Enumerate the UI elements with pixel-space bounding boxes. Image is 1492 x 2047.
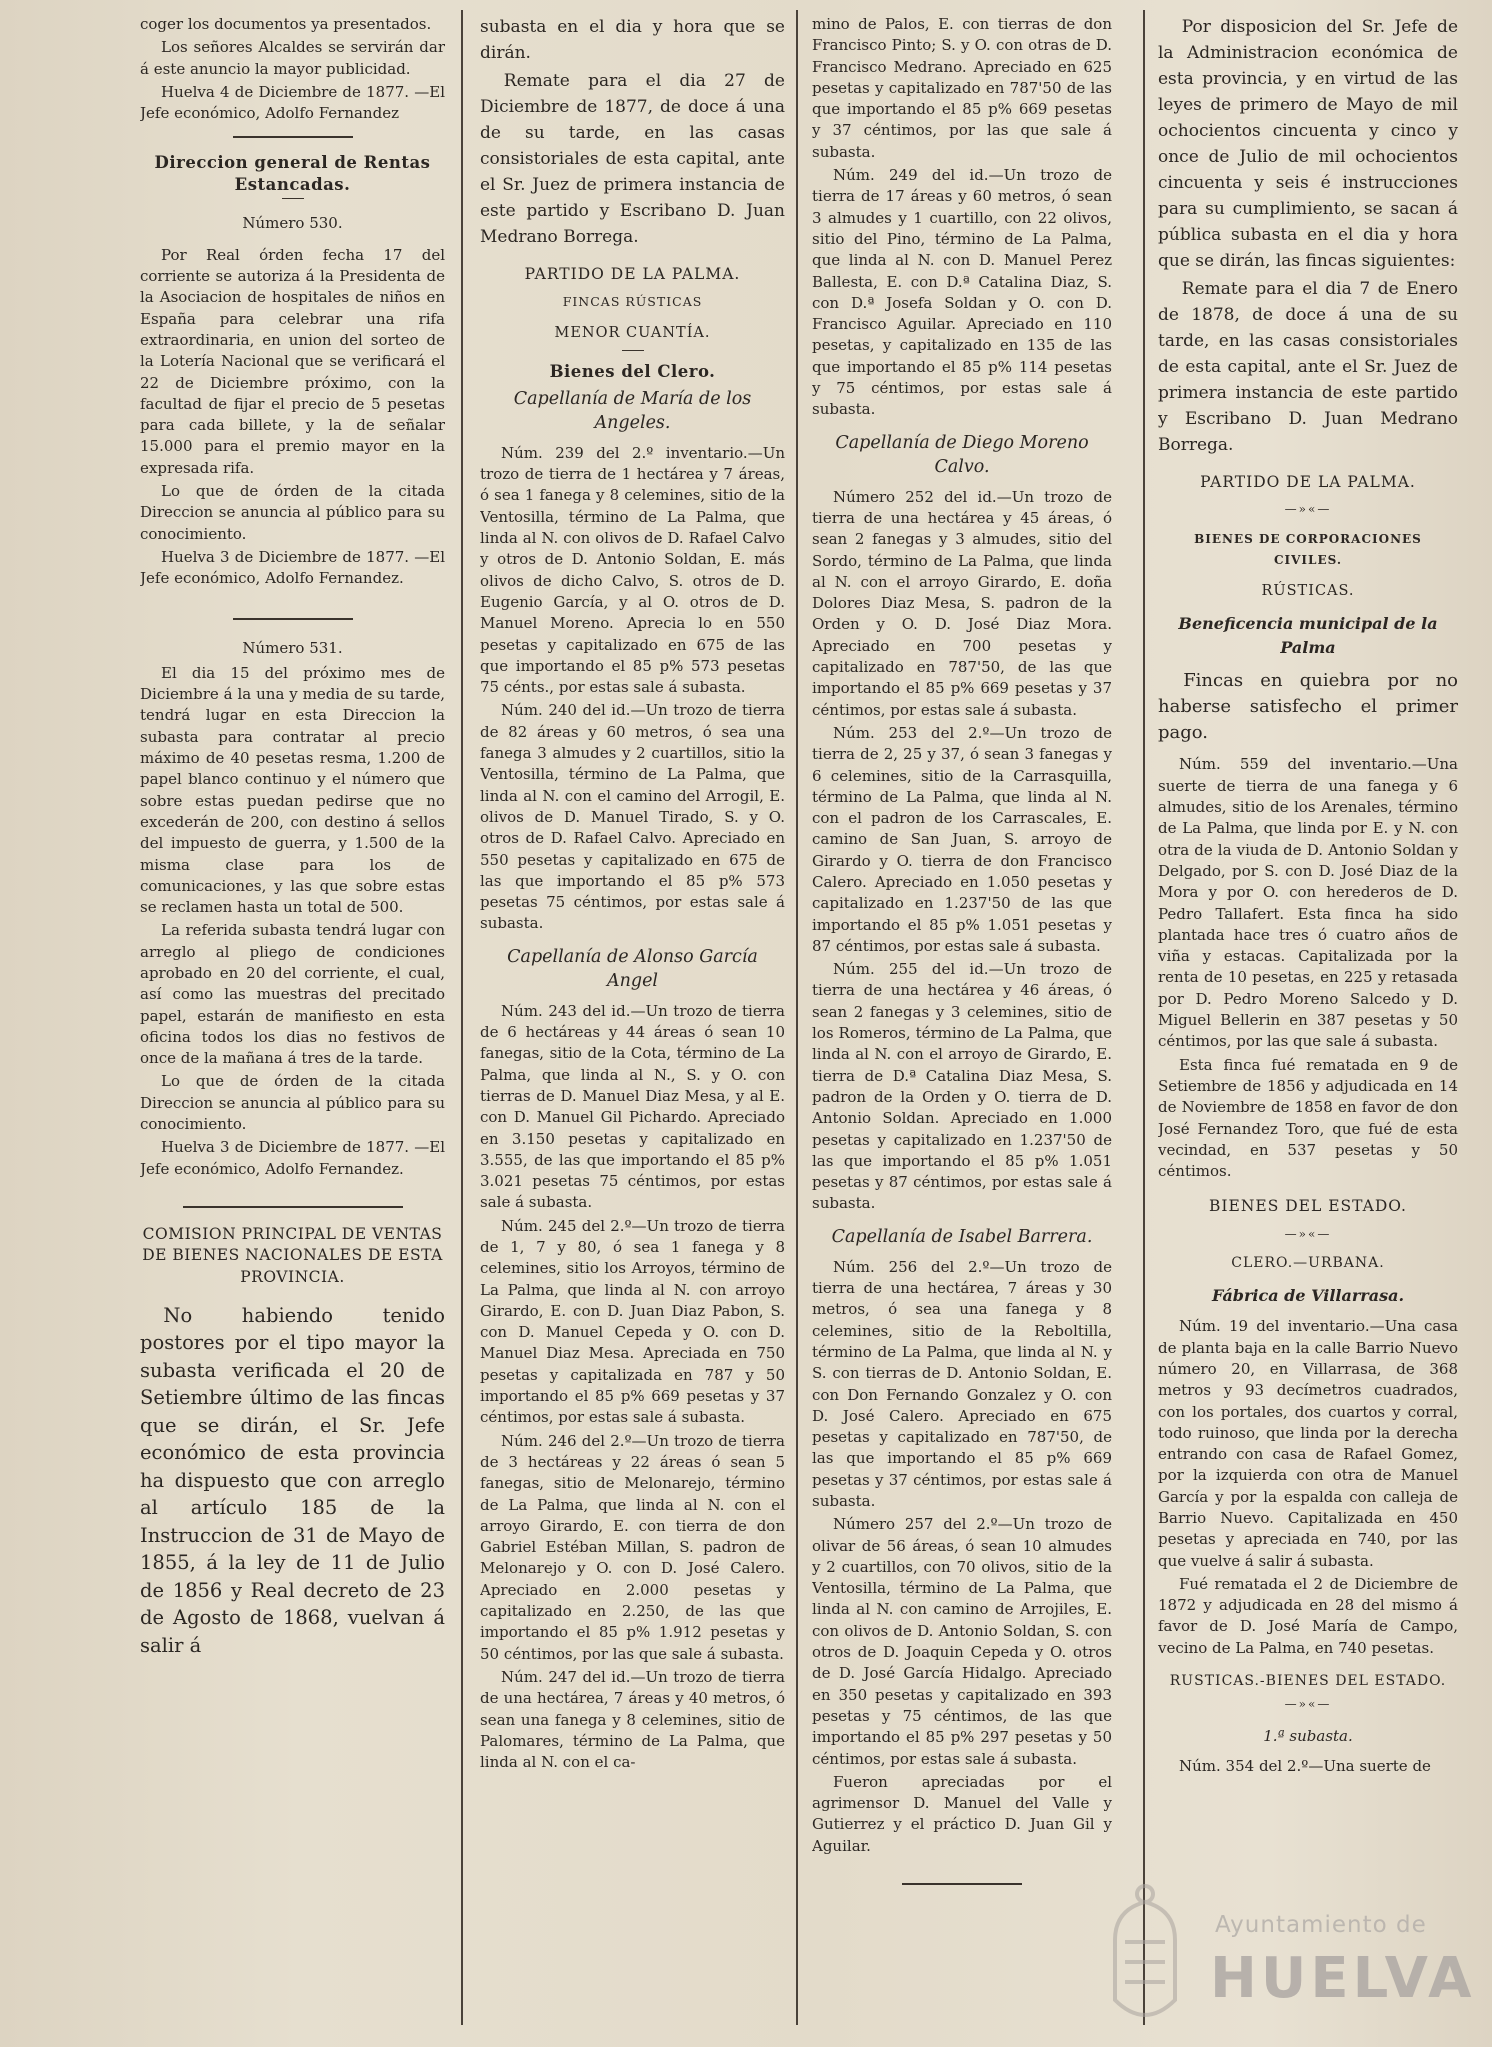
subheading: Fábrica de Villarrasa. — [1211, 1286, 1405, 1306]
section-heading: PARTIDO DE LA PALMA. — [524, 265, 741, 283]
paragraph: Por disposicion del Sr. Jefe de la Administracion económica de esta provincia, y en virtud de las leyes de primero de Mayo de mil ochocientos cincuenta y cinco y once de Julio de mil ochocientos cincuenta y seis é instrucciones para su cumplimiento, se sacan á pública subasta en el dia y hora que se dirán, las fincas siguientes: — [1158, 17, 1458, 271]
column-rule — [461, 10, 463, 2025]
listing-entry: Núm. 255 del id.—Un trozo de tierra de una hectárea y 46 áreas, ó sean 2 fanegas y 3 celemines, sitio de los Romeros, término de La Palma, que linda al N. con el arroyo de Girardo, E. tierra de D.ª Catalina Diaz Mesa, S. padron de la Orden y O. tierra de D. Antonio Soldan. Apreciado en 1.000 pesetas y capitalizado en 1.237'50 de las que importando el 85 p% 1.051 pesetas y 87 céntimos, por estas sale á subasta. — [812, 960, 1112, 1213]
listing-entry: Número 257 del 2.º—Un trozo de olivar de 56 áreas, ó sean 10 almudes y 2 cuartillos, con 70 olivos, sitio de la Ventosilla, término de La Palma, que linda al N. con camino de Arrojiles, E. con olivos de D. Antonio Soldan, S. con otros de D. Joaquin Cepeda y O. otros de D. José García Hidalgo. Apreciado en 350 pesetas y capitalizado en 393 pesetas y 75 céntimos, de las que importando el 85 p% 297 pesetas y 50 céntimos, por estas sale á subasta. — [812, 1515, 1112, 1768]
column-3 — [812, 14, 1112, 2027]
subheading: Capellanía de Diego Moreno Calvo. — [835, 432, 1089, 477]
section-heading: BIENES DEL ESTADO. — [1209, 1197, 1407, 1216]
signature: Huelva 3 de Diciembre de 1877. —El Jefe económico, Adolfo Fernandez. — [140, 1138, 445, 1178]
column-rule — [796, 10, 798, 2025]
paragraph: La referida subasta tendrá lugar con arreglo al pliego de condiciones aprobado en 20 del corriente, el cual, así como las muestras del precitado papel, estarán de manifiesto en esta oficina todos los dias no festivos de once de la mañana á tres de la tarde. — [140, 921, 445, 1068]
separator — [282, 198, 304, 199]
notice-number: Número 531. — [242, 638, 343, 657]
paragraph: Fué rematada el 2 de Diciembre de 1872 y adjudicada en 28 del mismo á favor de D. José María de Campo, vecino de La Palma, en 740 pesetas. — [1158, 1574, 1458, 1657]
listing-entry: Número 252 del id.—Un trozo de tierra de una hectárea y 45 áreas, ó sean 2 fanegas y 3 almudes, sitio del Sordo, término de La Palma, que linda al N. con el arroyo Girardo, E. doña Dolores Diaz Mesa, S. padron de la Orden y O. D. José Diaz Mora. Apreciado en 700 pesetas y capitalizado en 787'50, de las que importando el 85 p% 669 pesetas y 37 céntimos, por estas sale á subasta. — [812, 487, 1112, 719]
paragraph: Los señores Alcaldes se servirán dar á este anuncio la mayor publicidad. — [140, 38, 445, 78]
paragraph: Remate para el dia 27 de Diciembre de 1877, de doce á una de su tarde, en las casas consistoriales de esta capital, ante el Sr. Juez de primera instancia de este partido y Escribano D. Juan Medrano Borrega. — [480, 71, 785, 247]
watermark-text: Ayuntamiento de — [1215, 1912, 1427, 1938]
subheading: CLERO.—URBANA. — [1231, 1255, 1385, 1272]
paragraph: subasta en el dia y hora que se dirán. — [480, 17, 785, 63]
subheading: BIENES DE CORPORACIONES CIVILES. — [1194, 531, 1422, 567]
ornament: —»«— — [1284, 502, 1332, 517]
separator — [233, 136, 353, 138]
section-heading: PARTIDO DE LA PALMA. — [1200, 473, 1416, 491]
listing-entry: Núm. 240 del id.—Un trozo de tierra de 82 áreas y 60 metros, ó sea una fanega 3 almudes y 2 cuartillos, sitio la Ventosilla, término de La Palma, que linda al N. con el camino del Arrogil, E. olivos de D. Manuel Tirado, S. y O. otros de D. Rafael Calvo. Apreciado en 550 pesetas y capitalizado en 675 de las que importando el 85 p% 573 pesetas 75 céntimos, por estas sale á subasta. — [480, 701, 785, 933]
listing-entry: mino de Palos, E. con tierras de don Francisco Pinto; S. y O. con otras de D. Francisco Medrano. Apreciado en 625 pesetas y capitalizado en 787'50 de las que importando el 85 p% 669 pesetas y 37 céntimos, por las que sale á subasta. — [812, 15, 1112, 161]
subheading: FINCAS RÚSTICAS — [562, 294, 703, 310]
paragraph: Lo que de órden de la citada Direccion se anuncia al público para su conocimiento. — [140, 482, 445, 543]
ornament: —»«— — [1284, 1697, 1332, 1712]
paragraph: Por Real órden fecha 17 del corriente se autoriza á la Presidenta de la Asociacion de hospitales de niños en España para celebrar una rifa extraordinaria, en union del sorteo de la Lotería Nacional que se verificará el 22 de Diciembre próximo, con la facultad de fijar el precio de 5 pesetas para cada billete, y la de señalar 15.000 para el premio mayor en la expresada rifa. — [140, 245, 445, 477]
separator — [183, 1206, 403, 1208]
listing-entry: Núm. 19 del inventario.—Una casa de planta baja en la calle Barrio Nuevo número 20, en Villarrasa, de 368 metros y 93 decímetros cuadrados, con los portales, dos cuartos y corral, todo ruinoso, que linda por la derecha entrando con casa de Rafael Gomez, por la izquierda con otra de Manuel García y por la espalda con calleja de Barrio Nuevo. Capitalizada en 450 pesetas y apreciada en 740, por las que vuelve á salir á subasta. — [1158, 1317, 1458, 1570]
listing-entry: Núm. 253 del 2.º—Un trozo de tierra de 2, 25 y 37, ó sean 3 fanegas y 6 celemines, sitio de la Carrasquilla, término de La Palma, que linda al N. con el padron de los Carrascales, E. camino de San Juan, S. arroyo de Girardo y O. tierra de don Francisco Calero. Apreciado en 1.050 pesetas y capitalizado en 1.237'50 de las que importando el 85 p% 1.051 pesetas y 87 céntimos, por estas sale á subasta. — [812, 723, 1112, 955]
subheading: 1.ª subasta. — [1263, 1726, 1353, 1745]
listing-entry: Núm. 245 del 2.º—Un trozo de tierra de 1, 7 y 80, ó sea 1 fanega y 8 celemines, sitio los Arroyos, término de La Palma, que linda al N. con arroyo Girardo, E. con D. Juan Diaz Pabon, S. con D. Manuel Cepeda y O. con D. Manuel Diaz Mesa. Apreciada en 750 pesetas y capitalizada en 787 y 50 importando el 85 p% 669 pesetas y 37 céntimos, por estas sale á subasta. — [480, 1216, 785, 1427]
column-2 — [480, 14, 785, 2027]
paragraph: El dia 15 del próximo mes de Diciembre á la una y media de su tarde, tendrá lugar en esta Direccion la subasta para contratar al precio máximo de 40 pesetas resma, 1.200 de papel blanco continuo y el número que sobre estas puedan pedirse que no excederán de 200, con destino á sellos del impuesto de guerra, y 1.500 de la misma clase para los de comunicaciones, y las que sobre estas se reclamen hasta un total de 500. — [140, 663, 445, 917]
paragraph: Esta finca fué rematada en 9 de Setiembre de 1856 y adjudicada en 14 de Noviembre de 1858 en favor de don José Fernandez Toro, que fué de esta vecindad, en 537 pesetas y 50 céntimos. — [1158, 1055, 1458, 1181]
section-heading: Direccion general de Rentas Estancadas. — [154, 153, 431, 195]
subheading: Capellanía de Isabel Barrera. — [831, 1226, 1093, 1247]
subheading: Beneficencia municipal de la Palma — [1178, 614, 1438, 658]
section-heading: COMISION PRINCIPAL DE VENTAS DE BIENES NACIONALES DE ESTA PROVINCIA. — [142, 1224, 443, 1286]
paragraph: Fincas en quiebra por no haberse satisfecho el primer pago. — [1158, 670, 1458, 744]
listing-entry: Núm. 256 del 2.º—Un trozo de tierra de una hectárea, 7 áreas y 30 metros, ó sea una fanega y 8 celemines, sitio de la Reboltilla, término de La Palma, que linda al N. y S. con tierras de D. Antonio Soldan, E. con Don Fernando Gonzalez y O. con D. José Calero. Apreciado en 675 pesetas y capitalizado en 787'50, de las que importando el 85 p% 669 pesetas y 37 céntimos, por estas sale á subasta. — [812, 1257, 1112, 1510]
listing-entry: Núm. 243 del id.—Un trozo de tierra de 6 hectáreas y 44 áreas ó sean 10 fanegas, sitio de la Cota, término de La Palma, que linda al N., S. y O. con tierras de D. Manuel Diaz Mesa, y al E. con D. Manuel Gil Pichardo. Apreciado en 3.150 pesetas y capitalizado en 3.555, de las que importando el 85 p% 3.021 pesetas 75 céntimos, por estas sale á subasta. — [480, 1001, 785, 1212]
separator — [233, 618, 353, 620]
paragraph: No habiendo tenido postores por el tipo mayor la subasta verificada el 20 de Setiembre último de las fincas que se dirán, el Sr. Jefe económico de esta provincia ha dispuesto que con arreglo al artículo 185 de la Instruccion de 31 de Mayo de 1855, á la ley de 11 de Julio de 1856 y Real decreto de 23 de Agosto de 1868, vuelvan á salir á — [140, 1303, 445, 1657]
column-4 — [1158, 14, 1458, 2027]
watermark-text: HUELVA — [1210, 1946, 1476, 2011]
column-rule — [1143, 10, 1145, 2025]
subheading: Capellanía de Alonso García Angel — [507, 946, 758, 991]
listing-entry: Núm. 239 del 2.º inventario.—Un trozo de tierra de 1 hectárea y 7 áreas, ó sea 1 fanega y 8 celemines, sitio de la Ventosilla, término de La Palma, que linda al N. con olivos de D. Rafael Calvo y otros de D. Antonio Soldan, E. más olivos de dicho Calvo, S. otros de D. Eugenio García, y al O. otros de D. Manuel Moreno. Aprecia lo en 550 pesetas y capitalizado en 675 de las que importando el 85 p% 573 pesetas 75 cénts., por estas sale á subasta. — [480, 443, 785, 697]
column-1 — [140, 14, 445, 2027]
section-heading: Bienes del Clero. — [549, 361, 716, 381]
subheading: MENOR CUANTÍA. — [554, 324, 711, 341]
paragraph: coger los documentos ya presentados. — [140, 15, 432, 33]
paragraph: Lo que de órden de la citada Direccion se anuncia al público para su conocimiento. — [140, 1072, 445, 1134]
signature: Huelva 4 de Diciembre de 1877. —El Jefe económico, Adolfo Fernandez — [140, 82, 445, 123]
ornament: —»«— — [1284, 1226, 1332, 1241]
listing-entry: Núm. 354 del 2.º—Una suerte de — [1179, 1756, 1431, 1775]
listing-entry: Núm. 247 del id.—Un trozo de tierra de una hectárea, 7 áreas y 40 metros, ó sean una fanega y 8 celemines, sitio de Palomares, término de La Palma, que linda al N. con el ca- — [480, 1667, 785, 1772]
subheading: Capellanía de María de los Angeles. — [513, 388, 752, 433]
listing-entry: Núm. 249 del id.—Un trozo de tierra de 17 áreas y 60 metros, ó sean 3 almudes y 1 cuartillo, con 22 olivos, sitio del Pino, término de La Palma, que linda al N. con D. Manuel Perez Ballesta, E. con D.ª Catalina Diaz, S. con D.ª Josefa Soldan y O. con D. Francisco Aguilar. Apreciado en 110 pesetas, y capitalizado en 135 de las que importando el 85 p% 114 pesetas y 75 céntimos, por estas sale á subasta. — [812, 166, 1112, 419]
paragraph: Remate para el dia 7 de Enero de 1878, de doce á una de su tarde, en las casas consistoriales de esta capital, ante el Sr. Juez de primera instancia de este partido y Escribano D. Juan Medrano Borrega. — [1158, 279, 1458, 455]
separator — [622, 350, 644, 351]
notice-number: Número 530. — [242, 214, 343, 233]
paragraph: Fueron apreciadas por el agrimensor D. Manuel del Valle y Gutierrez y el práctico D. Juan Gil y Aguilar. — [812, 1772, 1112, 1855]
subheading: RUSTICAS.-BIENES DEL ESTADO. — [1169, 1673, 1447, 1690]
listing-entry: Núm. 246 del 2.º—Un trozo de tierra de 3 hectáreas y 22 áreas ó sean 5 fanegas, sitio de Melonarejo, término de La Palma, que linda al N. con el arroyo Girardo, E. con tierra de don Gabriel Estéban Millan, S. padron de Melonarejo y O. con D. José Calero. Apreciado en 2.000 pesetas y capitalizado en 2.250, de las que importando el 85 p% 1.912 pesetas y 50 céntimos, por las que sale á subasta. — [480, 1431, 785, 1663]
separator — [902, 1883, 1022, 1885]
signature: Huelva 3 de Diciembre de 1877. —El Jefe económico, Adolfo Fernandez. — [140, 547, 445, 588]
subheading: RÚSTICAS. — [1261, 583, 1355, 600]
listing-entry: Núm. 559 del inventario.—Una suerte de tierra de una fanega y 6 almudes, sitio de los Arenales, término de La Palma, que linda por E. y N. con otra de la viuda de D. Antonio Soldan y Delgado, por S. con D. José Diaz de la Mora y por O. con herederos de D. Pedro Tallafert. Esta finca ha sido plantada hace tres ó cuatro años de viña y estacas. Capitalizada por la renta de 10 pesetas, en 225 y retasada por D. Pedro Moreno Salcedo y D. Miguel Bellerin en 387 pesetas y 50 céntimos, por las que sale á subasta. — [1158, 755, 1458, 1051]
